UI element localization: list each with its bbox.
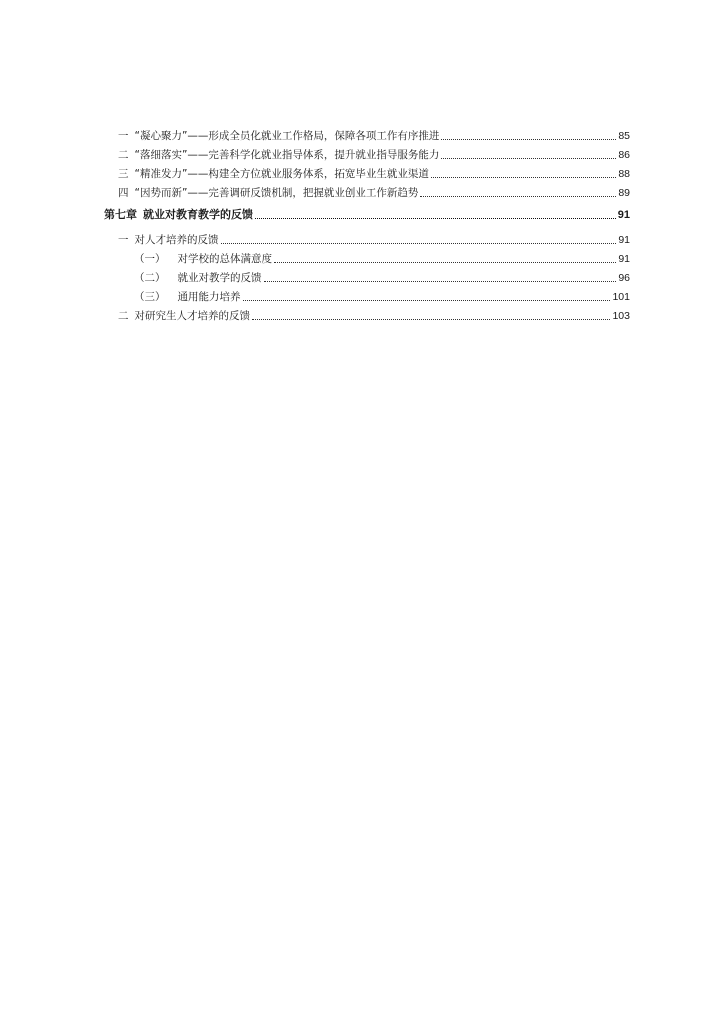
toc-page-number: 91 bbox=[618, 234, 630, 246]
toc-entry-number: （二） bbox=[134, 272, 166, 284]
toc-dot-leader bbox=[252, 318, 610, 320]
toc-dot-leader bbox=[441, 138, 616, 140]
toc-entry-title: 通用能力培养 bbox=[177, 291, 241, 303]
toc-entry[interactable] bbox=[104, 181, 630, 200]
toc-entry[interactable] bbox=[104, 304, 630, 323]
toc-chapter-number: 第七章 bbox=[104, 208, 137, 221]
toc-entry-text bbox=[134, 271, 262, 285]
toc-subentry[interactable] bbox=[104, 266, 630, 285]
toc-entry-text bbox=[118, 309, 250, 323]
toc-page-number: 86 bbox=[618, 149, 630, 161]
toc-page-number: 85 bbox=[618, 130, 630, 142]
toc-subentry[interactable] bbox=[104, 285, 630, 304]
toc-entry-text bbox=[134, 290, 241, 304]
toc-entry-title: “凝心聚力”——形成全员化就业工作格局，保障各项工作有序推进 bbox=[134, 130, 440, 142]
toc-entry-title: 就业对教学的反馈 bbox=[177, 272, 262, 284]
toc-chapter-title: 就业对教育教学的反馈 bbox=[143, 208, 253, 221]
toc-dot-leader bbox=[441, 157, 616, 159]
toc-entry-text bbox=[118, 233, 219, 247]
toc-dot-leader bbox=[274, 261, 616, 263]
toc-entry-title: “落细落实”——完善科学化就业指导体系，提升就业指导服务能力 bbox=[134, 149, 440, 161]
toc-page-number: 103 bbox=[612, 310, 630, 322]
table-of-contents bbox=[104, 124, 630, 323]
toc-entry-text bbox=[118, 167, 429, 181]
toc-entry[interactable] bbox=[104, 143, 630, 162]
toc-page-number: 91 bbox=[617, 209, 630, 221]
toc-entry-text bbox=[134, 252, 272, 266]
toc-dot-leader bbox=[243, 299, 611, 301]
toc-page-number: 88 bbox=[618, 168, 630, 180]
toc-subentry[interactable] bbox=[104, 247, 630, 266]
toc-entry-number: 二 bbox=[118, 310, 129, 322]
toc-entry-title: 对学校的总体满意度 bbox=[177, 253, 272, 265]
toc-entry[interactable] bbox=[104, 228, 630, 247]
toc-entry-number: （一） bbox=[134, 253, 166, 265]
toc-dot-leader bbox=[431, 176, 616, 178]
toc-dot-leader bbox=[420, 195, 616, 197]
toc-entry-title: “精准发力”——构建全方位就业服务体系，拓宽毕业生就业渠道 bbox=[134, 168, 429, 180]
toc-dot-leader bbox=[255, 217, 616, 219]
toc-entry-number: 一 bbox=[118, 130, 129, 142]
toc-page-number: 91 bbox=[618, 253, 630, 265]
toc-entry-number: 三 bbox=[118, 168, 129, 180]
toc-entry-text bbox=[118, 148, 439, 162]
toc-entry-title: 对人才培养的反馈 bbox=[134, 234, 219, 246]
toc-entry[interactable] bbox=[104, 124, 630, 143]
toc-entry-text bbox=[118, 186, 418, 200]
toc-entry-title: 对研究生人才培养的反馈 bbox=[134, 310, 250, 322]
toc-entry-text bbox=[104, 208, 253, 222]
toc-entry-number: 二 bbox=[118, 149, 129, 161]
toc-entry-number: 四 bbox=[118, 187, 129, 199]
toc-page-number: 96 bbox=[618, 272, 630, 284]
toc-entry-number: 一 bbox=[118, 234, 129, 246]
toc-entry[interactable] bbox=[104, 162, 630, 181]
toc-dot-leader bbox=[221, 242, 617, 244]
toc-page-number: 101 bbox=[612, 291, 630, 303]
toc-entry-number: （三） bbox=[134, 291, 166, 303]
toc-page-number: 89 bbox=[618, 187, 630, 199]
toc-entry-text bbox=[118, 129, 439, 143]
toc-dot-leader bbox=[264, 280, 617, 282]
toc-entry-title: “因势而新”——完善调研反馈机制，把握就业创业工作新趋势 bbox=[134, 187, 419, 199]
toc-chapter-entry[interactable] bbox=[104, 200, 630, 224]
